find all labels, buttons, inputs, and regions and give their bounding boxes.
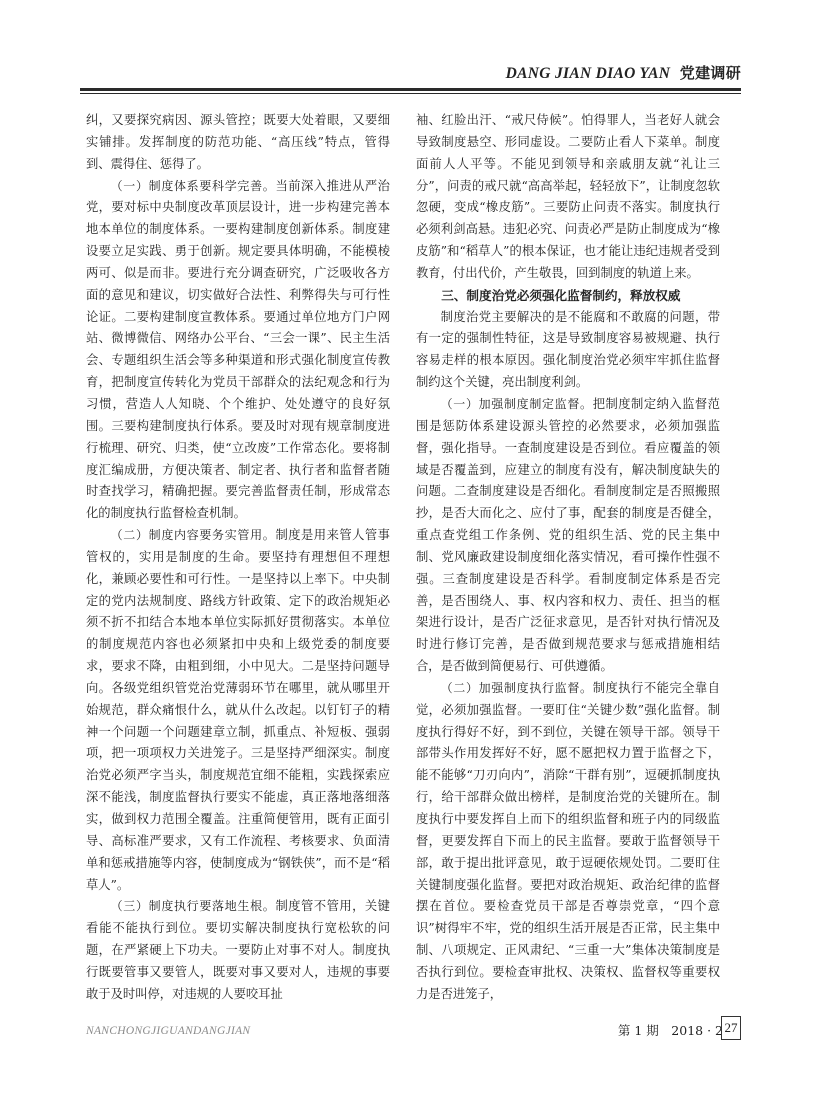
subheading: （一）制度体系要科学完善。: [110, 178, 276, 193]
section-title-chinese: 党建调研: [679, 64, 741, 82]
running-header: [0, 58, 813, 98]
subheading: （二）加强制度执行监督。: [440, 680, 593, 695]
section-title-english: DANG JIAN DIAO YAN: [505, 65, 671, 82]
subheading: （一）加强制度制定监督。: [440, 396, 593, 411]
paragraph: [86, 525, 390, 896]
subheading: （三）制度执行要落地生根。: [110, 899, 276, 914]
issue-info: 第 1 期 2018 · 2: [617, 1023, 723, 1038]
paragraph: [416, 394, 720, 678]
paragraph: 袖、红脸出汗、“戒尺侍候”。怕得罪人，当老好人就会导致制度悬空、形同虚设。二要防止看人下菜单。制度面前人人平等。不能见到领导和亲戚朋友就“礼让三分”，问责的戒尺就“高高举起，轻轻放下”，让制度忽软忽硬，变成“橡皮筋”。三要防止问责不落实。制度执行必须利剑高悬。违犯必究、问责必严是防止制度成为“橡皮筋”和“稻草人”的根本保证，也才能让违纪违规者受到教育，付出代价，产生敬畏，回到制度的轨道上来。: [416, 113, 720, 280]
left-column: [86, 110, 390, 1006]
paragraph: [86, 176, 390, 526]
page-number: 27: [721, 1016, 741, 1040]
paragraph-text: 制度是用来管人管事管权的，实用是制度的生命。要坚持有理想但不理想化，兼顾必要性和可行性。一是坚持以上率下。中央制定的党内法规制度、路线方针政策、定下的政治规矩必须不折不扣结合本地本单位实际抓好贯彻落实。本单位的制度规范内容也必须紧扣中央和上级党委的制度要求，要求不降，由粗到细，小中见大。二是坚持问题导向。各级党组织管党治党薄弱环节在哪里，就从哪里开始规范，群众痛恨什么，就从什么改起。以钉钉子的精神一个问题一个问题建章立制，抓重点、补短板、强弱项，把一项项权力关进笼子。三是坚持严细深实。制度治党必须严字当头，制度规范宜细不能粗，实践探索应深不能浅，制度监督执行要实不能虚，真正落地落细落实，做到权力范围全覆盖。注重简便管用，既有正面引导、高标准严要求，又有工作流程、考核要求、负面清单和惩戒措施等内容，使制度成为“钢铁侠”，而不是“稻草人”。: [86, 528, 390, 892]
paragraph-text: 把制度制定纳入监督范围是惩防体系建设源头管控的必然要求，必须加强监督，强化指导。一查制度建设是否到位。看应覆盖的领域是否覆盖到，应建立的制度有没有，解决制度缺失的问题。二查制度建设是否细化。看制度制定是否照搬照抄，是否大而化之、应付了事，配套的制度是否健全，重点查党组工作条例、党的组织生活、党的民主集中制、党风廉政建设制度细化落实情况，看可操作性强不强。三查制度建设是否科学。看制度制定体系是否完善，是否围绕人、事、权内容和权力、责任、担当的框架进行设计，是否广泛征求意见，是否针对执行情况及时进行修订完善，是否做到规范要求与惩戒措施相结合，是否做到简便易行、可供遵循。: [416, 396, 720, 674]
header-rule-thick: [80, 88, 741, 91]
right-column: [416, 110, 720, 1006]
paragraph: [86, 896, 390, 1005]
paragraph: 制度治党主要解决的是不能腐和不敢腐的问题，带有一定的强制性特征，这是导致制度容易被规避、执行容易走样的根本原因。强化制度治党必须牢牢抓住监督制约这个关键，亮出制度利剑。: [416, 309, 720, 390]
section-heading: 三、制度治党必须强化监督制约，释放权威: [441, 287, 681, 303]
journal-footer-name: NANCHONGJIGUANDANGJIAN: [86, 1025, 251, 1037]
subheading: （二）制度内容要务实管用。: [110, 528, 276, 543]
header-rule-thin: [80, 93, 741, 94]
paragraph-text: 制度管不管用，关键看能不能执行到位。要切实解决制度执行宽松软的问题，在严紧硬上下功夫。一要防止对事不对人。制度执行既要管事又要管人，既要对事又要对人，违规的事要敢于及时叫停，对违规的人要咬耳扯: [86, 899, 390, 1001]
paragraph: [416, 678, 720, 1006]
paragraph-text: 制度执行不能完全靠自觉，必须加强监督。一要盯住“关键少数”强化监督。制度执行得好不好，到不到位，关键在领导干部。领导干部带头作用发挥好不好，愿不愿把权力置于监督之下，能不能够“刀刃向内”，消除“干群有别”，逗硬抓制度执行，给干部群众做出榜样，是制度治党的关键所在。制度执行中要发挥自上而下的组织监督和班子内的同级监督，更要发挥自下而上的民主监督。要敢于监督领导干部，敢于提出批评意见，敢于逗硬依规处罚。二要盯住关键制度强化监督。要把对政治规矩、政治纪律的监督摆在首位。要检查党员干部是否尊崇党章，“四个意识”树得牢不牢，党的组织生活开展是否正常，民主集中制、八项规定、正风肃纪、“三重一大”集体决策制度是否执行到位。要检查审批权、决策权、监督权等重要权力是否进笼子，: [416, 680, 720, 1001]
journal-section-title: [506, 62, 741, 83]
paragraph: 纠，又要探究病因、源头管控；既要大处着眼，又要细实铺排。发挥制度的防范功能、“高压线”特点，管得到、震得住、惩得了。: [86, 113, 390, 171]
paragraph-text: 当前深入推进从严治党，要对标中央制度改革顶层设计，进一步构建完善本地本单位的制度体系。一要构建制度创新体系。制度建设要立足实践、勇于创新。规定要具体明确，不能模棱两可、似是而非。要进行充分调查研究，广泛吸收各方面的意见和建议，切实做好合法性、利弊得失与可行性论证。二要构建制度宣教体系。要通过单位地方门户网站、微博微信、网络办公平台、“三会一课”、民主生活会、专题组织生活会等多种渠道和形式强化制度宣传教育，把制度宣传转化为党员干部群众的法纪观念和行为习惯，营造人人知晓、个个维护、处处遵守的良好氛围。三要构建制度执行体系。要及时对现有规章制度进行梳理、研究、归类，使“立改废”工作常态化。要将制度汇编成册，方便决策者、制定者、执行者和监督者随时查找学习，精确把握。要完善监督责任制，形成常态化的制度执行监督检查机制。: [86, 178, 390, 521]
